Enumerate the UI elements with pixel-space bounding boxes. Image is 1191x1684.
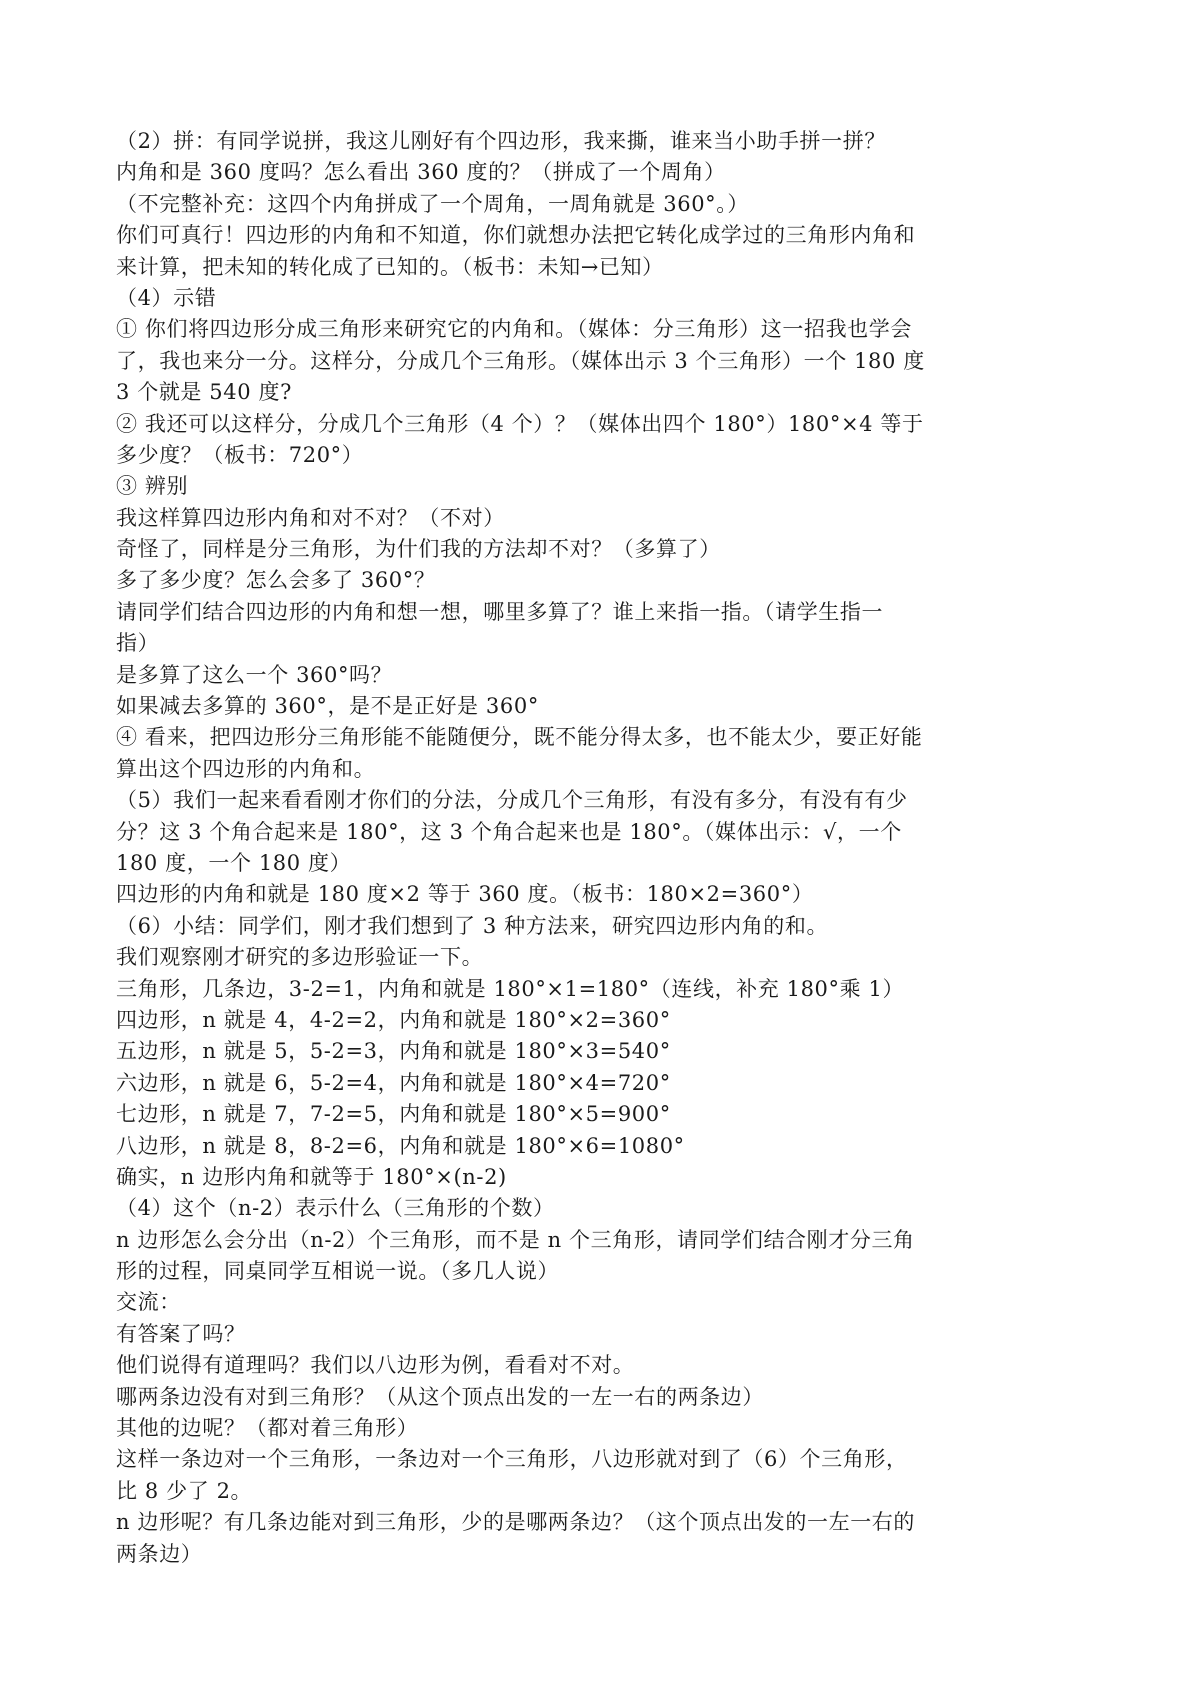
text-line: （4）这个（n-2）表示什么（三角形的个数） [116, 1196, 555, 1221]
text-line: 算出这个四边形的内角和。 [116, 756, 376, 781]
text-line: （4）示错 [116, 285, 217, 310]
text-line: 确实，n 边形内角和就等于 180°×(n-2) [116, 1164, 507, 1189]
text-line: 了，我也来分一分。这样分，分成几个三角形。（媒体出示 3 个三角形）一个 180 度 [116, 348, 925, 373]
text-line: 我这样算四边形内角和对不对？（不对） [116, 505, 505, 530]
text-line: 请同学们结合四边形的内角和想一想，哪里多算了？谁上来指一指。（请学生指一 [116, 599, 884, 624]
text-line: 他们说得有道理吗？我们以八边形为例，看看对不对。 [116, 1353, 635, 1378]
text-line: 你们可真行！四边形的内角和不知道，你们就想办法把它转化成学过的三角形内角和 [116, 223, 916, 248]
text-line: 形的过程，同桌同学互相说一说。（多几人说） [116, 1259, 560, 1284]
text-line: （不完整补充：这四个内角拼成了一个周角，一周角就是 360°。） [116, 191, 749, 216]
text-line: ① 你们将四边形分成三角形来研究它的内角和。（媒体：分三角形）这一招我也学会 [116, 317, 912, 342]
text-line: 多少度？（板书：720°） [116, 442, 364, 467]
text-line: 指） [116, 631, 160, 656]
text-line: 这样一条边对一个三角形，一条边对一个三角形，八边形就对到了（6）个三角形， [116, 1447, 908, 1472]
text-line: n 边形呢？有几条边能对到三角形，少的是哪两条边？（这个顶点出发的一左一右的 [116, 1510, 915, 1535]
text-line: 其他的边呢？（都对着三角形） [116, 1416, 419, 1441]
text-line: （2）拼：有同学说拼，我这儿刚好有个四边形，我来撕，谁来当小助手拼一拼？ [116, 129, 886, 153]
text-line: ③ 辨别 [116, 474, 189, 499]
text-line: 多了多少度？怎么会多了 360°？ [116, 568, 436, 593]
text-line: 七边形，n 就是 7，7-2=5，内角和就是 180°×5=900° [116, 1102, 671, 1127]
text-line: 六边形，n 就是 6，5-2=4，内角和就是 180°×4=720° [116, 1070, 671, 1095]
lesson-text-body [116, 126, 1036, 1570]
text-line: 是多算了这么一个 360°吗？ [116, 662, 393, 687]
text-line: 四边形的内角和就是 180 度×2 等于 360 度。（板书：180×2=360°） [116, 882, 814, 907]
text-line: 180 度，一个 180 度） [116, 850, 352, 875]
text-line: 3 个就是 540 度? [116, 380, 292, 405]
text-line: 哪两条边没有对到三角形？（从这个顶点出发的一左一右的两条边） [116, 1384, 764, 1409]
text-line: 奇怪了，同样是分三角形，为什们我的方法却不对？（多算了） [116, 537, 721, 562]
text-line: 五边形，n 就是 5，5-2=3，内角和就是 180°×3=540° [116, 1039, 671, 1064]
text-line: 如果减去多算的 360°，是不是正好是 360° [116, 694, 539, 719]
text-line: ④ 看来，把四边形分三角形能不能随便分，既不能分得太多，也不能太少，要正好能 [116, 725, 923, 750]
text-line: 我们观察刚才研究的多边形验证一下。 [116, 945, 484, 970]
text-line: 两条边） [116, 1541, 203, 1566]
text-line: 有答案了吗？ [116, 1321, 246, 1346]
text-line: 三角形，几条边，3-2=1，内角和就是 180°×1=180°（连线，补充 180°乘 1） [116, 976, 905, 1001]
text-line: 分？这 3 个角合起来是 180°，这 3 个角合起来也是 180°。（媒体出示：√，一个 [116, 819, 902, 844]
text-line: 四边形，n 就是 4，4-2=2，内角和就是 180°×2=360° [116, 1007, 671, 1032]
text-line: 内角和是 360 度吗？怎么看出 360 度的？（拼成了一个周角） [116, 160, 726, 185]
text-line: 比 8 少了 2。 [116, 1478, 253, 1503]
text-line: 交流： [116, 1290, 181, 1315]
text-line: 来计算，把未知的转化成了已知的。（板书：未知→已知） [116, 254, 664, 279]
text-line: n 边形怎么会分出（n-2）个三角形，而不是 n 个三角形，请同学们结合刚才分三角 [116, 1227, 915, 1252]
text-line: （6）小结：同学们，刚才我们想到了 3 种方法来，研究四边形内角的和。 [116, 913, 829, 938]
text-line: （5）我们一起来看看刚才你们的分法，分成几个三角形，有没有多分，有没有有少 [116, 788, 908, 813]
text-line: ② 我还可以这样分，分成几个三角形（4 个）？（媒体出四个 180°）180°×4 等于 [116, 411, 924, 436]
text-line: 八边形，n 就是 8，8-2=6，内角和就是 180°×6=1080° [116, 1133, 685, 1158]
